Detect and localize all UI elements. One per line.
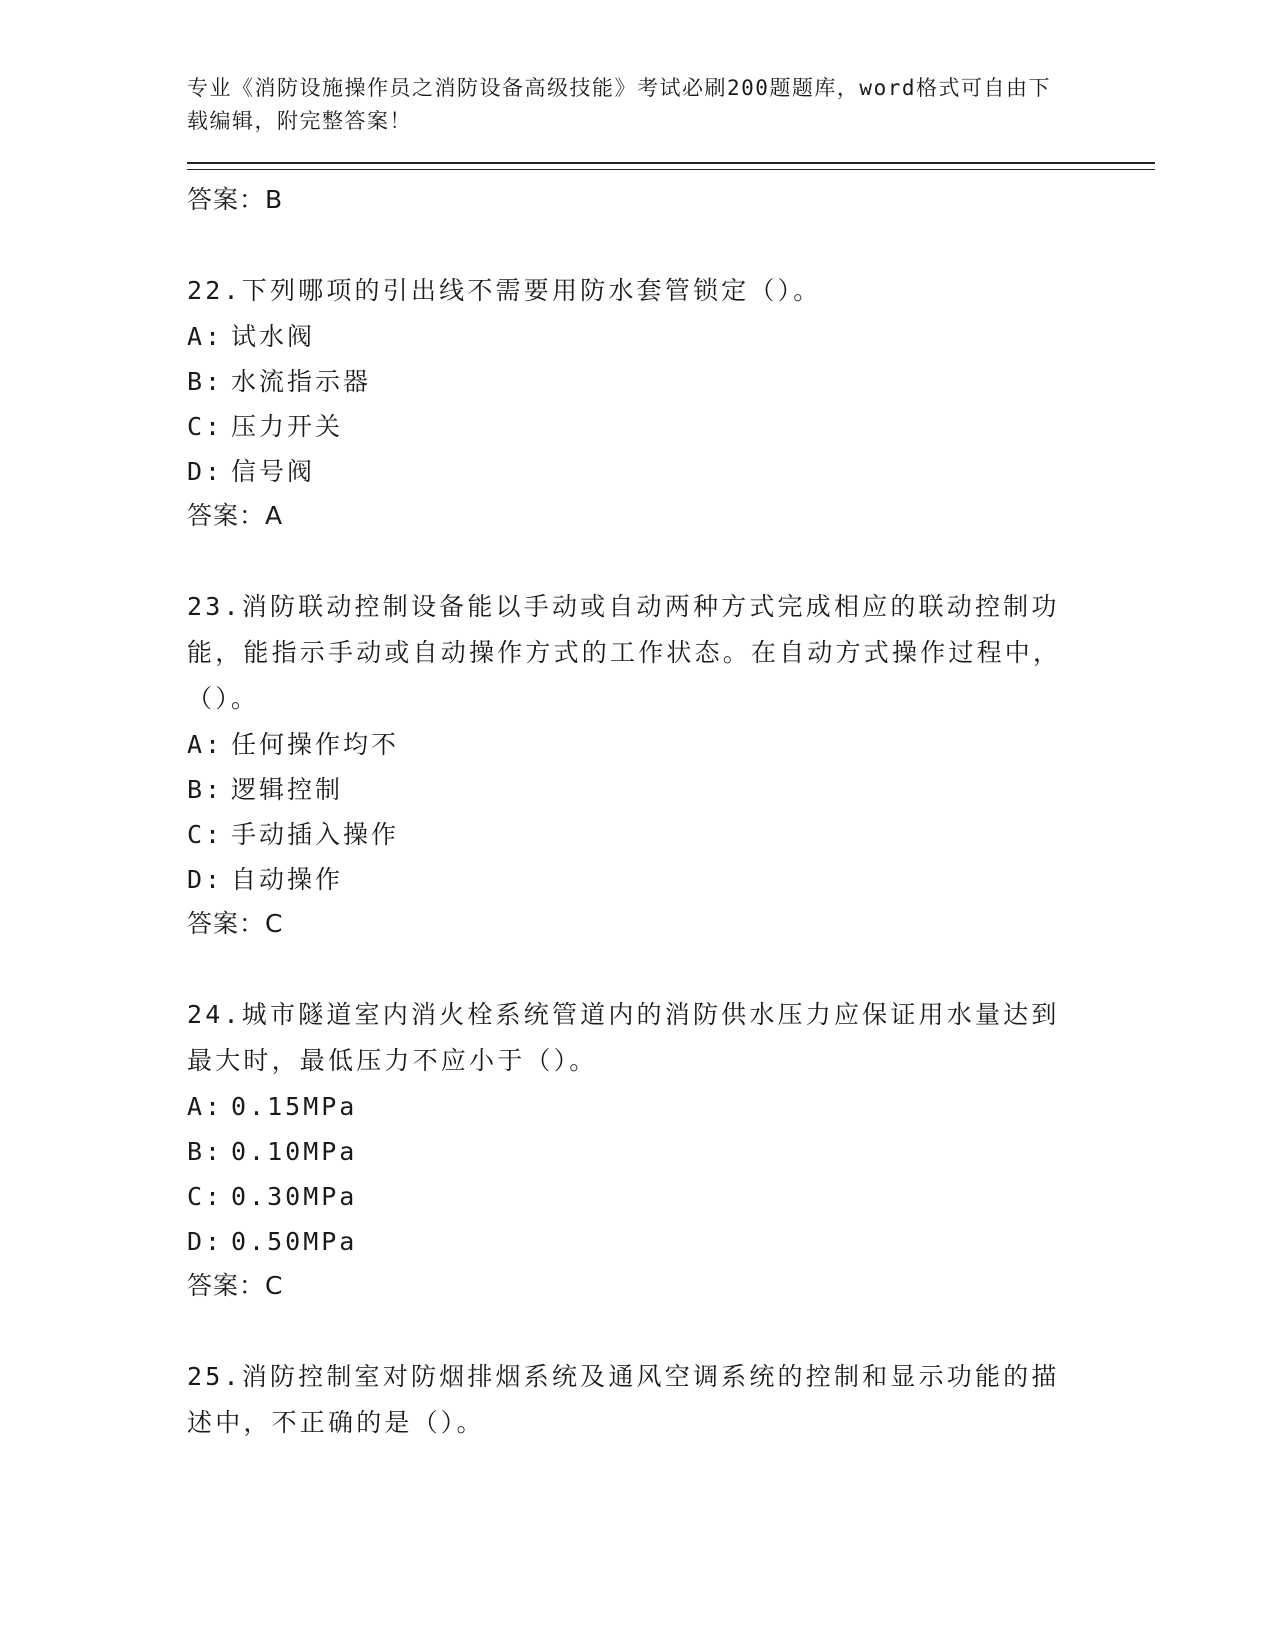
option-text: 压力开关	[231, 412, 344, 441]
answer-line: 答案：A	[187, 501, 284, 530]
option-text: 任何操作均不	[231, 730, 400, 759]
option-key: C:	[187, 1182, 224, 1211]
question-text: 22.下列哪项的引出线不需要用防水套管锁定（）。	[187, 276, 822, 305]
option-b	[187, 1129, 1155, 1174]
header-divider	[187, 162, 1155, 170]
option-c	[187, 812, 1155, 857]
option-b	[187, 359, 1155, 404]
option-key: B:	[187, 367, 224, 396]
option-c	[187, 1174, 1155, 1219]
option-key: C:	[187, 412, 224, 441]
option-key: D:	[187, 457, 224, 486]
document-header: 专业《消防设施操作员之消防设备高级技能》考试必刷200题题库，word格式可自由下载编辑，附完整答案！	[187, 76, 1051, 133]
question-text: 23.消防联动控制设备能以手动或自动两种方式完成相应的联动控制功能，能指示手动或自动操作方式的工作状态。在自动方式操作过程中，（）。	[187, 592, 1062, 713]
option-text: 0.50MPa	[231, 1227, 358, 1256]
question-25	[187, 1354, 1155, 1446]
option-d	[187, 1219, 1155, 1264]
option-b	[187, 767, 1155, 812]
previous-answer: 答案：B	[187, 185, 284, 214]
question-22	[187, 268, 1155, 538]
option-text: 水流指示器	[231, 367, 372, 396]
option-key: B:	[187, 1137, 224, 1166]
answer-line: 答案：C	[187, 909, 284, 938]
option-text: 试水阀	[231, 322, 316, 351]
question-text: 25.消防控制室对防烟排烟系统及通风空调系统的控制和显示功能的描述中，不正确的是（）。	[187, 1362, 1060, 1437]
question-24	[187, 992, 1155, 1308]
question-23	[187, 584, 1155, 946]
question-text: 24.城市隧道室内消火栓系统管道内的消防供水压力应保证用水量达到最大时，最低压力不应小于（）。	[187, 1000, 1060, 1075]
option-key: A:	[187, 1092, 224, 1121]
option-a	[187, 314, 1155, 359]
option-key: D:	[187, 865, 224, 894]
option-c	[187, 404, 1155, 449]
option-d	[187, 449, 1155, 494]
option-key: A:	[187, 730, 224, 759]
document-page	[187, 72, 1155, 1446]
option-a	[187, 722, 1155, 767]
option-key: D:	[187, 1227, 224, 1256]
option-key: A:	[187, 322, 224, 351]
option-a	[187, 1084, 1155, 1129]
option-text: 0.30MPa	[231, 1182, 358, 1211]
option-text: 信号阀	[231, 457, 316, 486]
option-text: 自动操作	[231, 865, 344, 894]
option-text: 0.10MPa	[231, 1137, 358, 1166]
option-text: 手动插入操作	[231, 820, 400, 849]
option-key: C:	[187, 820, 224, 849]
option-key: B:	[187, 775, 224, 804]
option-text: 逻辑控制	[231, 775, 344, 804]
option-text: 0.15MPa	[231, 1092, 358, 1121]
option-d	[187, 857, 1155, 902]
answer-line: 答案：C	[187, 1271, 284, 1300]
